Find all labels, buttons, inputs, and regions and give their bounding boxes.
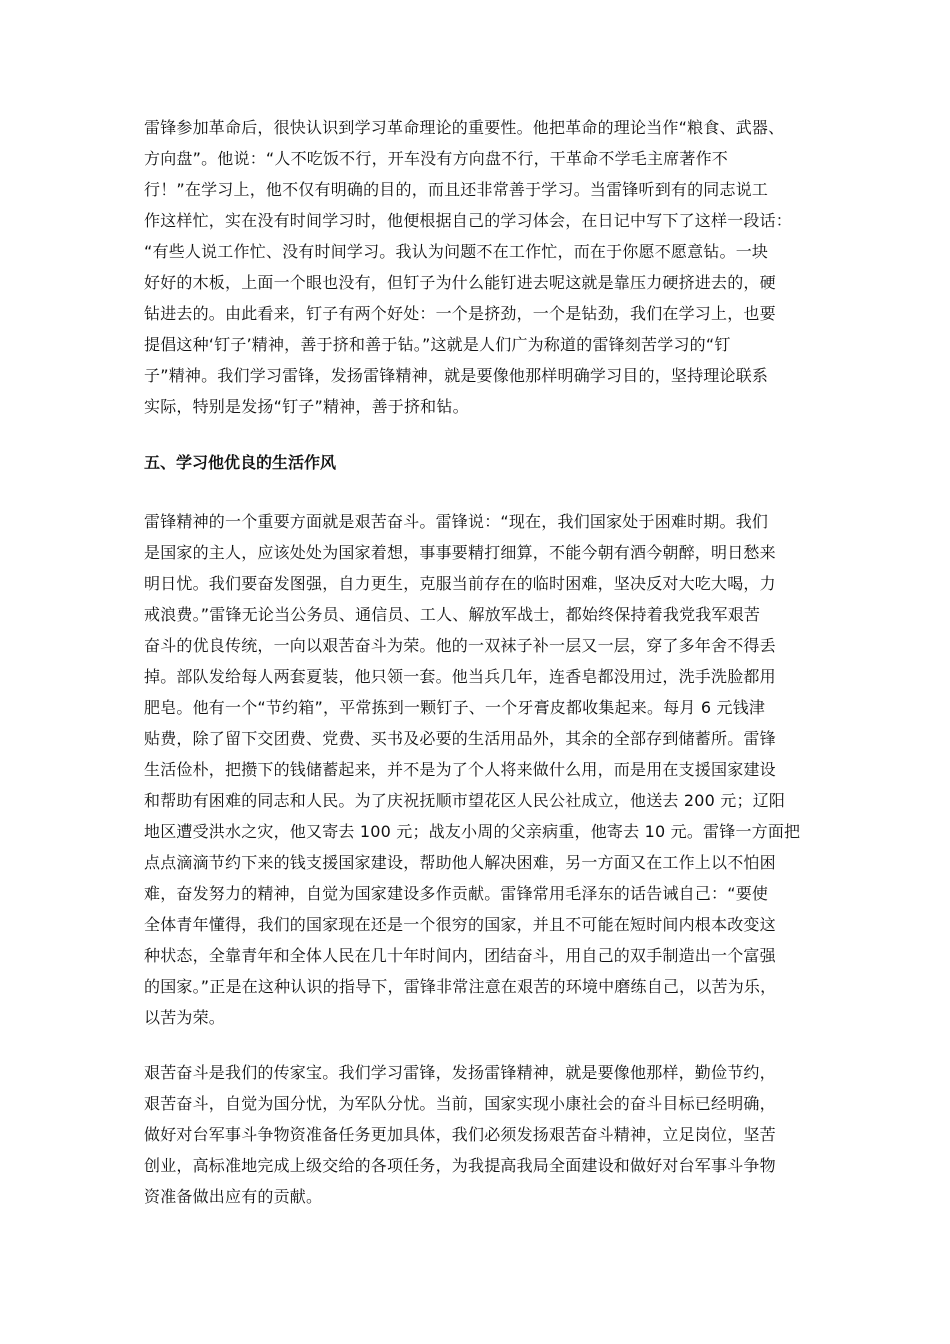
- text-line: 难，奋发努力的精神，自觉为国家建设多作贡献。雷锋常用毛泽东的话告诫自己：“要使: [144, 884, 769, 903]
- text-line: 艰苦奋斗，自觉为国分忧，为军队分忧。当前，国家实现小康社会的奋斗目标已经明确，: [144, 1094, 776, 1113]
- text-line: 生活俭朴，把攒下的钱储蓄起来，并不是为了个人将来做什么用，而是用在支援国家建设: [144, 760, 776, 779]
- section-heading: 五、学习他优良的生活作风: [144, 453, 337, 472]
- text-line: 掉。部队发给每人两套夏装，他只领一套。他当兵几年，连香皂都没用过，洗手洗脸都用: [144, 667, 776, 686]
- text-line: “有些人说工作忙、没有时间学习。我认为问题不在工作忙，而在于你愿不愿意钻。一块: [144, 242, 769, 261]
- text-line: 子”精神。我们学习雷锋，发扬雷锋精神，就是要像他那样明确学习目的，坚持理论联系: [144, 366, 769, 385]
- text-line: 地区遭受洪水之灾，他又寄去 100 元；战友小周的父亲病重，他寄去 10 元。雷锋一方面把: [144, 822, 801, 841]
- text-line: 钻进去的。由此看来，钉子有两个好处：一个是挤劲，一个是钻劲，我们在学习上，也要: [144, 304, 776, 323]
- text-line: 雷锋参加革命后，很快认识到学习革命理论的重要性。他把革命的理论当作“粮食、武器、: [144, 118, 785, 137]
- text-line: 雷锋精神的一个重要方面就是艰苦奋斗。雷锋说：“现在，我们国家处于困难时期。我们: [144, 512, 769, 531]
- paragraph-heritage: [144, 1057, 809, 1212]
- text-line: 做好对台军事斗争物资准备任务更加具体，我们必须发扬艰苦奋斗精神，立足岗位，坚苦: [144, 1125, 776, 1144]
- text-line: 奋斗的优良传统，一向以艰苦奋斗为荣。他的一双袜子补一层又一层，穿了多年舍不得丢: [144, 636, 776, 655]
- text-line: 行！”在学习上，他不仅有明确的目的，而且还非常善于学习。当雷锋听到有的同志说工: [144, 180, 769, 199]
- text-line: 提倡这种‘钉子’精神，善于挤和善于钻。”这就是人们广为称道的雷锋刻苦学习的“钉: [144, 335, 731, 354]
- text-line: 实际，特别是发扬“钉子”精神，善于挤和钻。: [144, 397, 469, 416]
- text-line: 艰苦奋斗是我们的传家宝。我们学习雷锋，发扬雷锋精神，就是要像他那样，勤俭节约，: [144, 1063, 776, 1082]
- spacer: [144, 422, 809, 446]
- text-line: 创业，高标准地完成上级交给的各项任务，为我提高我局全面建设和做好对台军事斗争物: [144, 1156, 776, 1175]
- paragraph-nail-spirit: [144, 112, 809, 422]
- text-line: 好好的木板，上面一个眼也没有，但钉子为什么能钉进去呢这就是靠压力硬挤进去的，硬: [144, 273, 776, 292]
- spacer: [144, 480, 809, 506]
- text-line: 肥皂。他有一个“节约箱”，平常拣到一颗钉子、一个牙膏皮都收集起来。每月 6 元钱津: [144, 698, 766, 717]
- paragraph-hard-work: [144, 506, 809, 1033]
- text-line: 是国家的主人，应该处处为国家着想，事事要精打细算，不能今朝有酒今朝醉，明日愁来: [144, 543, 776, 562]
- text-line: 作这样忙，实在没有时间学习时，他便根据自己的学习体会，在日记中写下了这样一段话：: [144, 211, 793, 230]
- text-line: 全体青年懂得，我们的国家现在还是一个很穷的国家，并且不可能在短时间内根本改变这: [144, 915, 776, 934]
- text-line: 点点滴滴节约下来的钱支援国家建设，帮助他人解决困难，另一方面又在工作上以不怕困: [144, 853, 776, 872]
- text-line: 和帮助有困难的同志和人民。为了庆祝抚顺市望花区人民公社成立，他送去 200 元；辽阳: [144, 791, 786, 810]
- text-line: 资准备做出应有的贡献。: [144, 1187, 323, 1206]
- text-line: 方向盘”。他说：“人不吃饭不行，开车没有方向盘不行，干革命不学毛主席著作不: [144, 149, 728, 168]
- spacer: [144, 1033, 809, 1057]
- text-line: 明日忧。我们要奋发图强，自力更生，克服当前存在的临时困难，坚决反对大吃大喝，力: [144, 574, 776, 593]
- document-page: [144, 112, 809, 1212]
- text-line: 戒浪费。”雷锋无论当公务员、通信员、工人、解放军战士，都始终保持着我党我军艰苦: [144, 605, 761, 624]
- text-line: 以苦为荣。: [144, 1008, 226, 1027]
- text-line: 种状态，全靠青年和全体人民在几十年时间内，团结奋斗，用自己的双手制造出一个富强: [144, 946, 776, 965]
- text-line: 的国家。”正是在这种认识的指导下，雷锋非常注意在艰苦的环境中磨练自己，以苦为乐，: [144, 977, 777, 996]
- text-line: 贴费，除了留下交团费、党费、买书及必要的生活用品外，其余的全部存到储蓄所。雷锋: [144, 729, 776, 748]
